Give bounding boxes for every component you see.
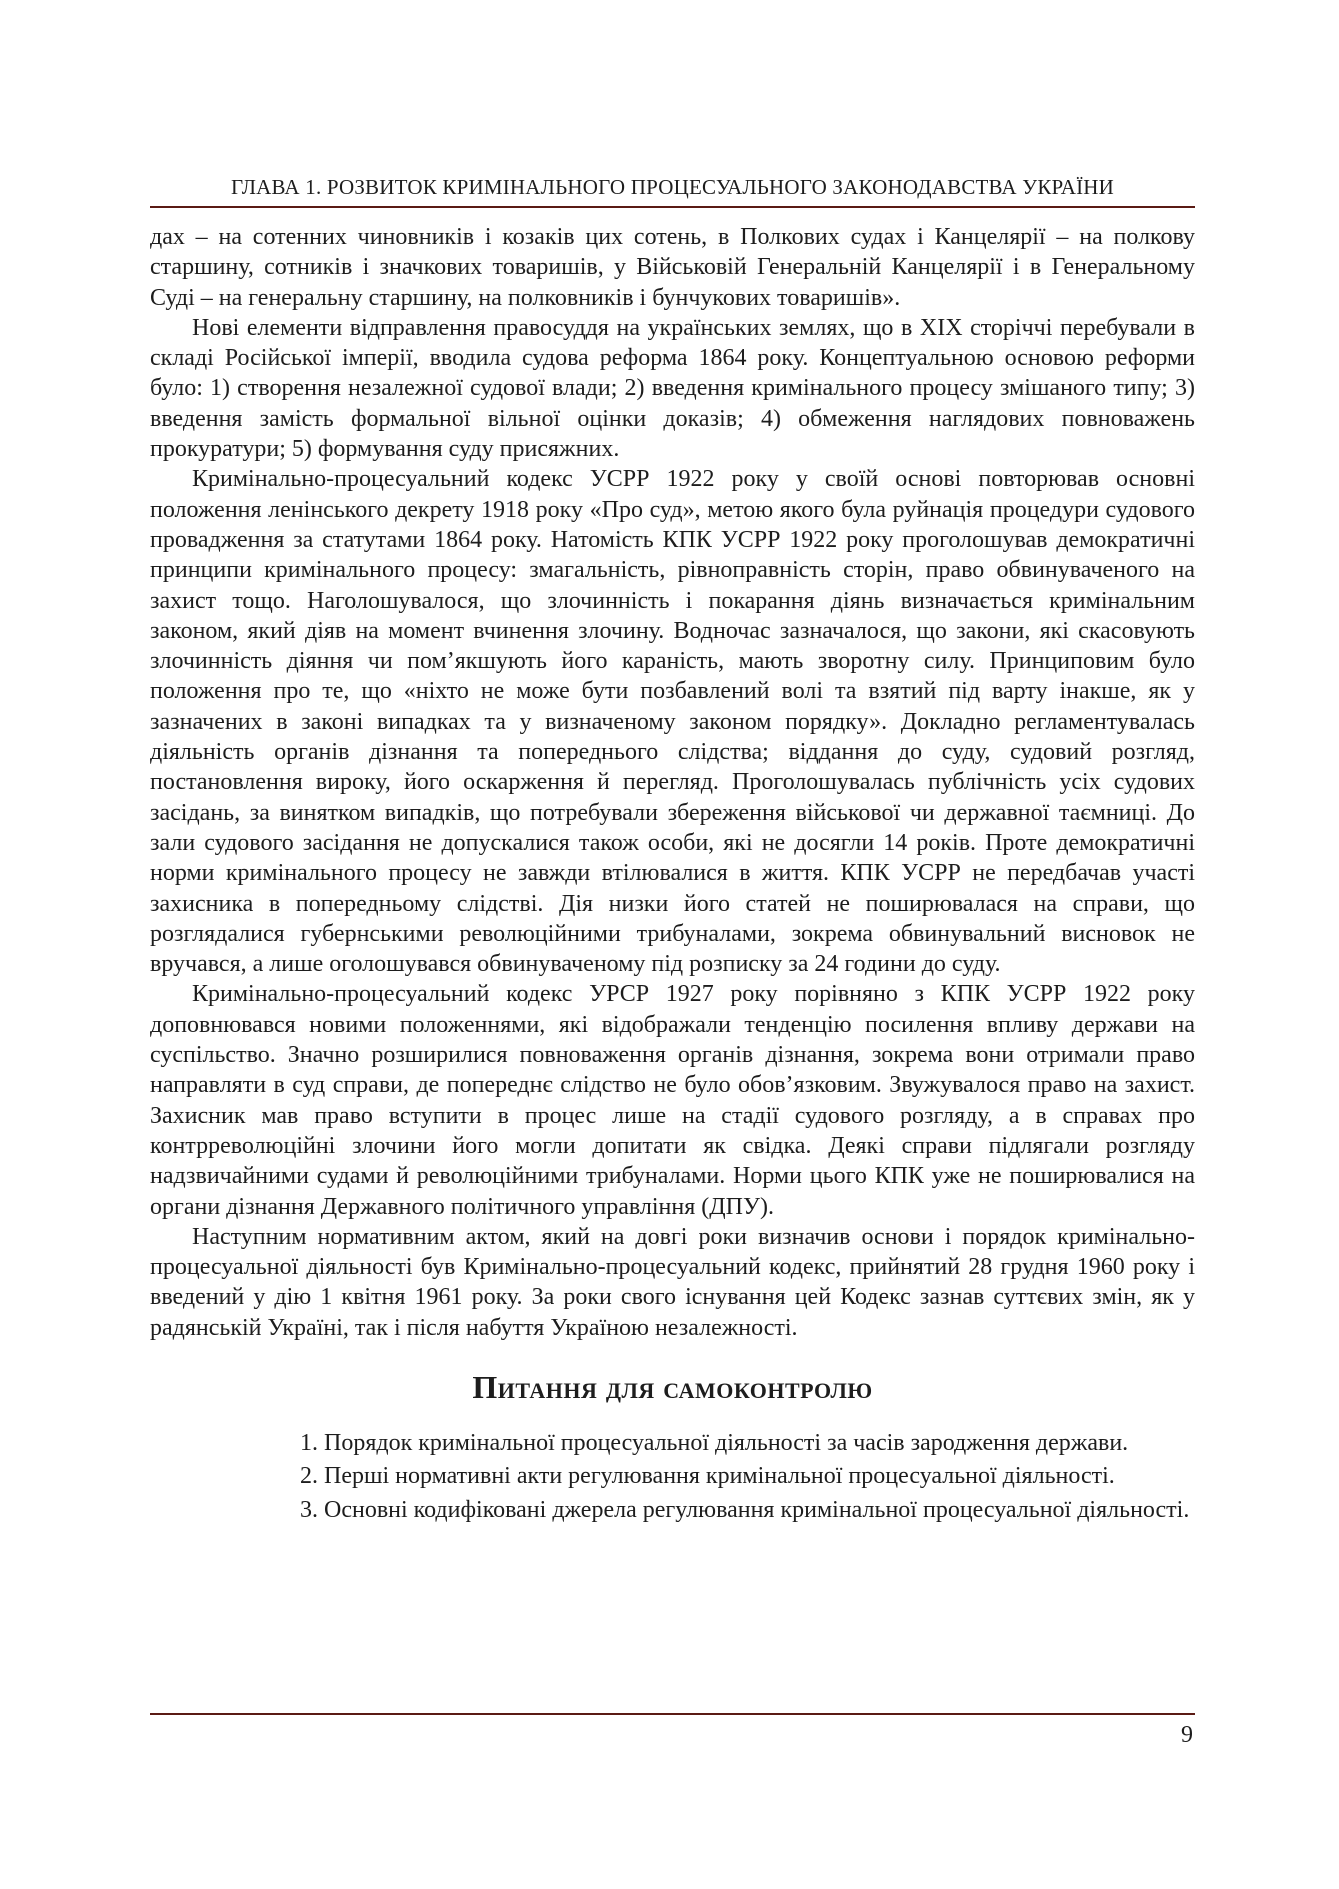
question-text: Перші нормативні акти регулювання кримінальної процесуальної діяльності. — [324, 1463, 1115, 1490]
paragraph-judicial-reform-1864: Нові елементи відправлення правосуддя на українських землях, що в ХІХ сторіччі перебували в складі Російської імперії, вводила судова реформа 1864 року. Концептуальною основою реформи було: 1) створення незалежної судової влади; 2) введення кримінального процесу змішаного типу; 3) введення замість формальної вільної оцінки доказів; 4) обмеження наглядових повноважень прокуратури; 5) формування суду присяжних. — [150, 314, 1195, 463]
question-number: 1. — [300, 1429, 318, 1456]
paragraph-cpc-1922: Кримінально-процесуальний кодекс УСРР 1922 року у своїй основі повторював основні положення ленінського декрету 1918 року «Про суд», метою якого була руйнація процедури судового провадження за статутами 1864 року. Натомість КПК УСРР 1922 року проголошував демократичні принципи кримінального процесу: змагальність, рівноправність сторін, право обвинуваченого на захист тощо. Наголошувалося, що злочинність і покарання діянь визначається кримінальним законом, який діяв на момент вчинення злочину. Водночас зазначалося, що закони, які скасовують злочинність діяння чи пом’якшують його караність, мають зворотну силу. Принциповим було положення про те, що «ніхто не може бути позбавлений волі та взятий під варту інакше, як у зазначених в законі випадках та у визначеному законом порядку». Докладно регламентувалась діяльність органів дізнання та попереднього слідства; віддання до суду, судовий розгляд, постановлення вироку, його оскарження й перегляд. Проголошувалась публічність усіх судових засідань, за винятком випадків, що потребували збереження військової чи державної таємниці. До зали судового засідання не допускалися також особи, які не досягли 14 років. Проте демократичні норми кримінального процесу не завжди втілювалися в життя. КПК УСРР не передбачав участі захисника в попередньому слідстві. Дія низки його статей не поширювалася на справи, що розглядалися губернськими революційними трибуналами, зокрема обвинувальний висновок не вручався, а лише оголошувався обвинуваченому під розписку за 24 години до суду. — [150, 466, 1195, 978]
page-number: 9 — [1181, 1722, 1193, 1748]
question-text: Порядок кримінальної процесуальної діяльності за часів зародження держави. — [324, 1429, 1129, 1456]
page-content — [150, 175, 1195, 1528]
question-number: 3. — [300, 1496, 318, 1523]
paragraph-continuation: дах – на сотенних чиновників і козаків цих сотень, в Полкових судах і Канцелярії – на полкову старшину, сотників і значкових товаришів, у Військовій Генеральній Канцелярії і в Генеральному Суді – на генеральну старшину, на полковників і бунчукових товаришів». — [150, 224, 1195, 311]
question-item — [300, 1495, 1195, 1525]
section-heading-self-control: Питання для самоконтролю — [472, 1368, 873, 1405]
body-text — [150, 222, 1195, 1343]
question-item — [300, 1461, 1195, 1491]
question-item — [300, 1428, 1195, 1458]
running-header: ГЛАВА 1. РОЗВИТОК КРИМІНАЛЬНОГО ПРОЦЕСУАЛЬНОГО ЗАКОНОДАВСТВА УКРАЇНИ — [150, 175, 1195, 208]
footer-divider — [150, 1713, 1195, 1715]
paragraph-cpc-1927: Кримінально-процесуальний кодекс УРСР 1927 року порівняно з КПК УСРР 1922 року доповнювався новими положеннями, які відображали тенденцію посилення впливу держави на суспільство. Значно розширилися повноваження органів дізнання, зокрема вони отримали право направляти в суд справи, де попереднє слідство не було обов’язковим. Звужувалося право на захист. Захисник мав право вступити в процес лише на стадії судового розгляду, а в справах про контрреволюційні злочини його могли допитати як свідка. Деякі справи підлягали розгляду надзвичайними судами й революційними трибуналами. Норми цього КПК уже не поширювалися на органи дізнання Державного політичного управління (ДПУ). — [150, 981, 1195, 1220]
questions-list — [150, 1428, 1195, 1525]
question-text: Основні кодифіковані джерела регулювання кримінальної процесуальної діяльності. — [324, 1496, 1190, 1523]
question-number: 2. — [300, 1463, 318, 1490]
paragraph-cpc-1960: Наступним нормативним актом, який на довгі роки визначив основи і порядок кримінально-процесуальної діяльності був Кримінально-процесуальний кодекс, прийнятий 28 грудня 1960 року і введений у дію 1 квітня 1961 року. За роки свого існування цей Кодекс зазнав суттєвих змін, як у радянській Україні, так і після набуття Україною незалежності. — [150, 1223, 1195, 1341]
